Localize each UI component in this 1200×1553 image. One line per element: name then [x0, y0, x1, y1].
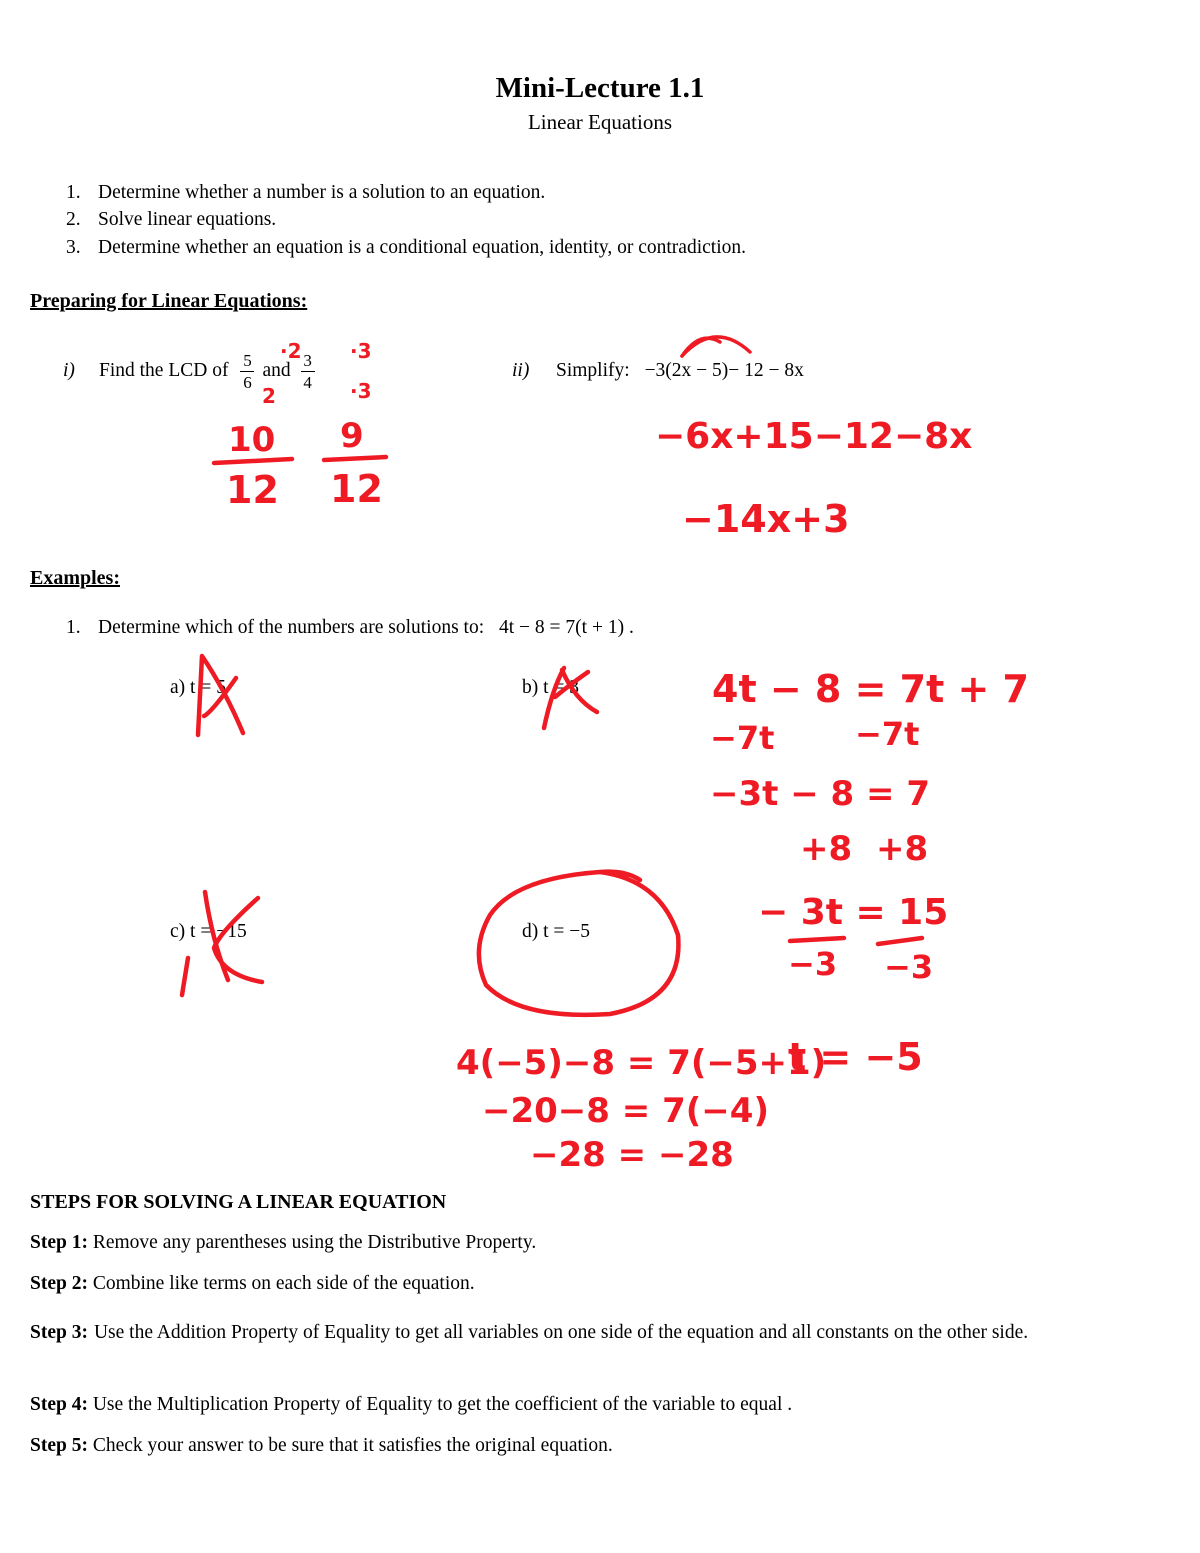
section-heading-preparing: Preparing for Linear Equations:	[30, 290, 308, 312]
choice-value: t = 3	[543, 677, 580, 698]
ink-fraction-bar	[214, 459, 292, 463]
ink-lcd-frac2-num: 9	[340, 416, 364, 456]
question-label: ii)	[512, 360, 530, 381]
fraction-numerator: 3	[303, 350, 312, 370]
step-text: Remove any parentheses using the Distributive Property.	[92, 1232, 537, 1253]
objective-number: 2.	[66, 209, 81, 230]
equation: 4t − 8 = 7(t + 1) .	[499, 617, 634, 638]
question-text: Determine which of the numbers are solutions to:	[98, 617, 485, 638]
step-text: Combine like terms on each side of the equation.	[92, 1273, 475, 1294]
ink-frac1-den-mult: 2	[262, 384, 276, 408]
step-item	[30, 1273, 1160, 1295]
step-text: Check your answer to be sure that it satisfies the original equation.	[92, 1435, 613, 1456]
question-label: i)	[63, 360, 75, 381]
ink-frac1-num-mult: ·2	[280, 339, 302, 363]
step-label: Step 2:	[30, 1273, 88, 1294]
objective-number: 1.	[66, 182, 81, 203]
ink-fraction-bar	[790, 938, 844, 941]
step-label: Step 5:	[30, 1435, 88, 1456]
ink-frac2-den-mult: ·3	[350, 379, 372, 403]
step-item	[30, 1394, 1160, 1416]
step-item	[30, 1435, 1160, 1457]
ink-solve-line2a: −7t	[710, 719, 775, 757]
choice-label: c)	[170, 921, 186, 942]
ink-check-line2: −20−8 = 7(−4)	[482, 1091, 769, 1131]
objective-number: 3.	[66, 237, 81, 258]
ink-solve-line3: −3t − 8 = 7	[710, 774, 931, 814]
ink-solve-line6b: −3	[884, 948, 934, 986]
step-label: Step 1:	[30, 1232, 88, 1253]
ink-solve-line4a: +8	[800, 829, 853, 869]
ink-lcd-frac1-num: 10	[228, 420, 276, 460]
ink-lcd-frac1-den: 12	[226, 468, 279, 512]
steps-heading: STEPS FOR SOLVING A LINEAR EQUATION	[30, 1191, 447, 1213]
expression: −3(2x − 5)− 12 − 8x	[644, 360, 804, 381]
ink-solve-line1: 4t − 8 = 7t + 7	[712, 667, 1029, 711]
section-heading-examples: Examples:	[30, 567, 120, 589]
page-title: Mini-Lecture 1.1	[495, 72, 705, 104]
ink-result: t = −5	[788, 1035, 923, 1079]
ink-simplify-line2: −14x+3	[682, 497, 850, 541]
step-item	[30, 1232, 1160, 1254]
choice-value: t = −15	[190, 921, 247, 942]
ink-fraction-bar	[324, 457, 386, 460]
choice-label: a)	[170, 677, 186, 698]
ink-solve-line4b: +8	[876, 829, 929, 869]
ink-circle-d	[479, 872, 679, 1015]
question-text: Simplify:	[556, 360, 630, 381]
ink-cross-mark-c	[182, 892, 262, 995]
ink-solve-line6a: −3	[788, 945, 838, 983]
fraction-denominator: 6	[243, 372, 252, 392]
question-number: 1.	[66, 617, 81, 638]
ink-fraction-bar	[878, 938, 922, 944]
objective-text: Determine whether a number is a solution to an equation.	[98, 182, 546, 203]
ink-frac2-num-mult: ·3	[350, 339, 372, 363]
objective-text: Solve linear equations.	[98, 209, 277, 230]
objective-text: Determine whether an equation is a conditional equation, identity, or contradiction.	[98, 237, 746, 258]
fraction-numerator: 5	[243, 350, 252, 370]
ink-check-line3: −28 = −28	[530, 1135, 734, 1175]
ink-lcd-frac2-den: 12	[330, 467, 383, 511]
question-text: Find the LCD of	[99, 360, 229, 381]
ink-solve-line5: − 3t = 15	[758, 892, 949, 933]
and-text: and	[262, 360, 291, 381]
step-text: Use the Multiplication Property of Equality to get the coefficient of the variable to equal .	[92, 1394, 793, 1415]
ink-cross-mark-b	[544, 668, 597, 728]
step-item	[30, 1313, 1160, 1352]
step-label: Step 4:	[30, 1394, 88, 1415]
ink-cross-mark-a	[198, 656, 243, 735]
choice-value: t = 5	[190, 677, 226, 698]
step-text: Use the Addition Property of Equality to get all variables on one side of the equation and all constants on the other side.	[93, 1322, 1029, 1343]
page-subtitle: Linear Equations	[527, 110, 673, 134]
choice-label: b)	[522, 677, 539, 698]
fraction-denominator: 4	[303, 372, 312, 392]
ink-check-line1: 4(−5)−8 = 7(−5+1)	[456, 1043, 827, 1083]
choice-value: t = −5	[543, 921, 591, 942]
ink-solve-line2b: −7t	[855, 715, 920, 753]
choice-label: d)	[522, 921, 539, 942]
ink-simplify-line1: −6x+15−12−8x	[655, 416, 973, 457]
step-label: Step 3:	[30, 1322, 88, 1343]
